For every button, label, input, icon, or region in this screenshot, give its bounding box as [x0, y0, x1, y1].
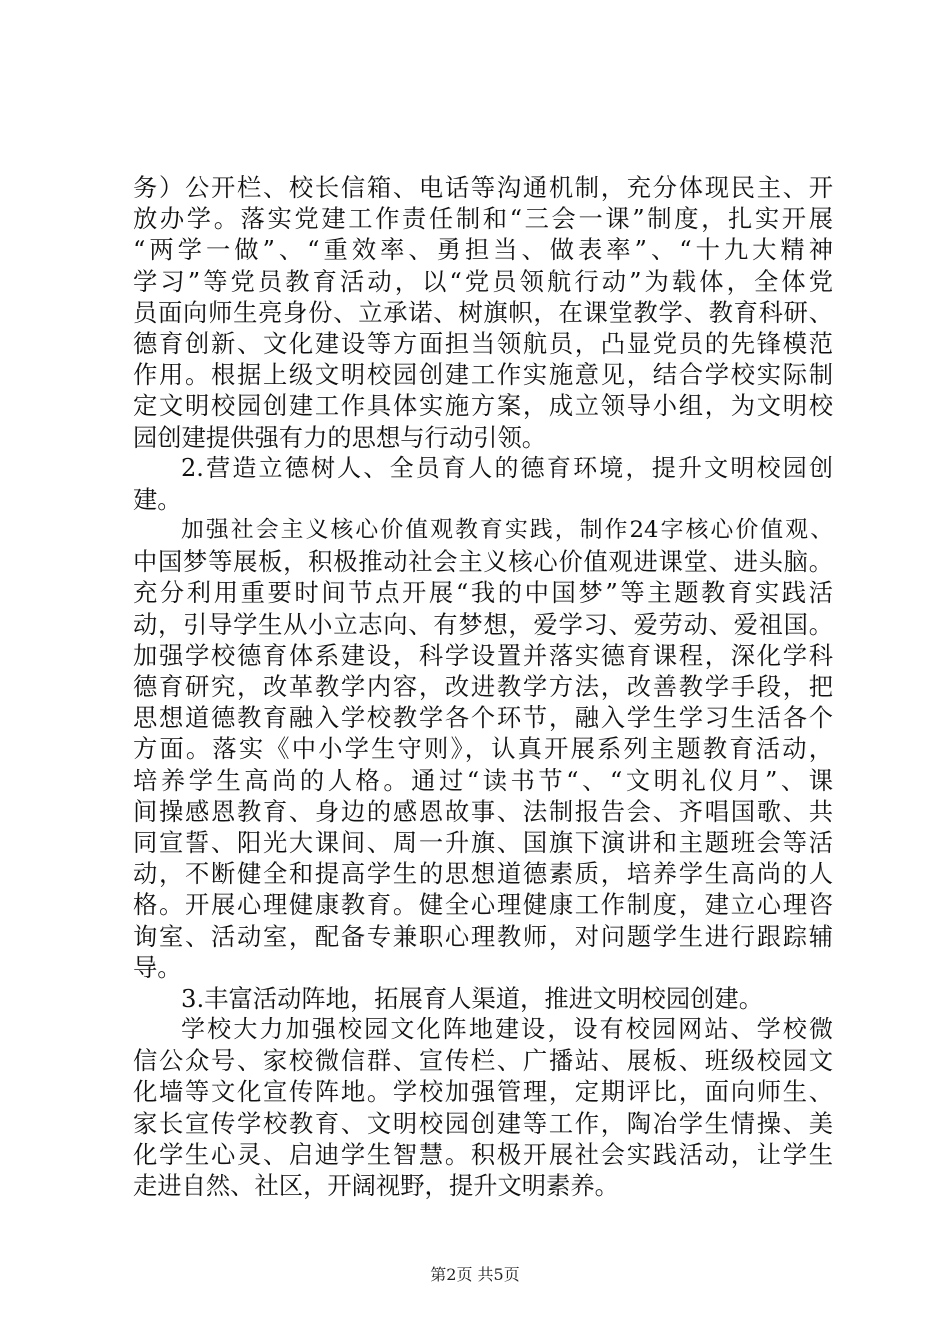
text-line: 导。	[133, 952, 182, 982]
text-line: 员面向师生亮身份、立承诺、树旗帜，在课堂教学、教育科研、	[133, 297, 833, 327]
text-line: 放办学。落实党建工作责任制和“三会一课”制度，扎实开展	[133, 204, 833, 234]
text-line: 走进自然、社区，开阔视野，提升文明素养。	[133, 1171, 619, 1200]
text-line: 德育研究，改革教学内容，改进教学方法，改善教学手段，把	[133, 672, 833, 701]
text-line: 化学生心灵、启迪学生智慧。积极开展社会实践活动，让学生	[133, 1139, 833, 1169]
text-line: 培养学生高尚的人格。通过“读书节“、“文明礼仪月”、课	[133, 765, 833, 795]
text-line: 3.丰富活动阵地，拓展育人渠道，推进文明校园创建。	[181, 983, 764, 1013]
text-line: 中国梦等展板，积极推动社会主义核心价值观进课堂、进头脑。	[133, 547, 833, 577]
text-line: 作用。根据上级文明校园创建工作实施意见，结合学校实际制	[133, 360, 833, 390]
text-line: 家长宣传学校教育、文明校园创建等工作，陶冶学生情操、美	[133, 1108, 833, 1138]
text-line: “两学一做”、“重效率、勇担当、做表率”、“十九大精神	[133, 235, 833, 265]
text-line: 格。开展心理健康教育。健全心理健康工作制度，建立心理咨	[133, 890, 833, 920]
document-body	[133, 172, 833, 1201]
text-line: 学校大力加强校园文化阵地建设，设有校园网站、学校微	[181, 1015, 833, 1044]
text-line: 学习”等党员教育活动，以“党员领航行动”为载体，全体党	[133, 266, 833, 296]
text-line: 信公众号、家校微信群、宣传栏、广播站、展板、班级校园文	[133, 1046, 833, 1076]
text-line: 化墙等文化宣传阵地。学校加强管理，定期评比，面向师生、	[133, 1077, 833, 1107]
text-line: 同宣誓、阳光大课间、周一升旗、国旗下演讲和主题班会等活	[133, 827, 833, 857]
text-line: 2.营造立德树人、全员育人的德育环境，提升文明校园创	[181, 453, 833, 482]
text-line: 加强社会主义核心价值观教育实践，制作24字核心价值观、	[181, 517, 833, 544]
text-line: 动，不断健全和提高学生的思想道德素质，培养学生高尚的人	[133, 859, 833, 889]
text-line: 务）公开栏、校长信箱、电话等沟通机制，充分体现民主、开	[133, 173, 833, 202]
text-line: 动，引导学生从小立志向、有梦想，爱学习、爱劳动、爱祖国。	[133, 609, 833, 639]
text-line: 定文明校园创建工作具体实施方案，成立领导小组，为文明校	[133, 391, 833, 421]
text-line: 德育创新、文化建设等方面担当领航员，凸显党员的先锋模范	[133, 328, 833, 358]
text-line: 方面。落实《中小学生守则》，认真开展系列主题教育活动，	[133, 734, 833, 764]
text-line: 加强学校德育体系建设，科学设置并落实德育课程，深化学科	[133, 640, 833, 670]
text-line: 充分利用重要时间节点开展“我的中国梦”等主题教育实践活	[133, 578, 833, 608]
text-line: 询室、活动室，配备专兼职心理教师，对问题学生进行跟踪辅	[133, 921, 833, 951]
page-footer: 第2页 共5页	[430, 1265, 520, 1284]
text-line: 间操感恩教育、身边的感恩故事、法制报告会、齐唱国歌、共	[133, 796, 833, 826]
text-line: 思想道德教育融入学校教学各个环节，融入学生学习生活各个	[133, 703, 833, 733]
text-line: 园创建提供强有力的思想与行动引领。	[133, 422, 547, 452]
text-line: 建。	[133, 484, 182, 514]
